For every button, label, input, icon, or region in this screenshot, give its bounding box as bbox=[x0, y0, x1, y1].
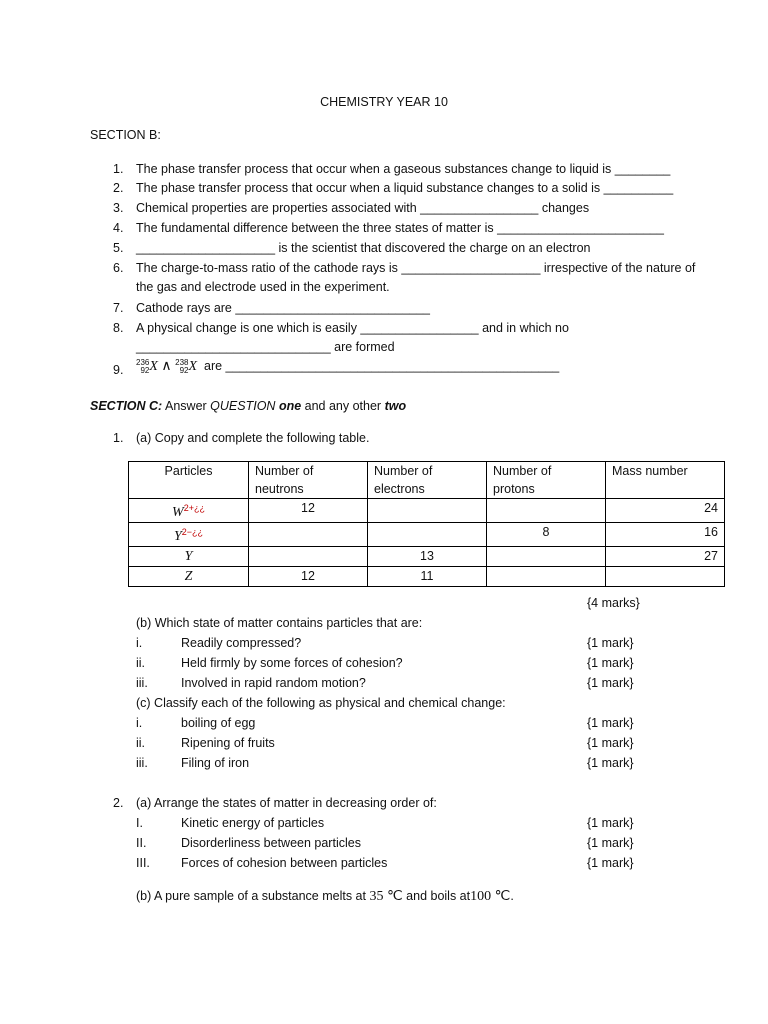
isotope-2-numbers bbox=[175, 359, 188, 375]
item-number: iii. bbox=[136, 676, 148, 690]
marks-label: {1 mark} bbox=[587, 716, 634, 730]
table-row bbox=[129, 523, 725, 547]
question-text-continued: ____________________________ are formed bbox=[136, 340, 395, 354]
question-text: Chemical properties are properties associated with _________________ changes bbox=[136, 201, 590, 215]
mass-cell: 24 bbox=[606, 499, 725, 523]
section-c-heading bbox=[90, 399, 406, 413]
conjunction-symbol: ∧ bbox=[161, 359, 172, 374]
neutrons-cell: 12 bbox=[249, 499, 368, 523]
header-cell: Number of protons bbox=[487, 462, 606, 499]
marks-label: {1 mark} bbox=[587, 636, 634, 650]
q-number: 3. bbox=[113, 201, 124, 215]
q-number: 8. bbox=[113, 321, 124, 335]
question-text: Cathode rays are ____________________________ bbox=[136, 301, 431, 315]
item-number: II. bbox=[136, 836, 147, 850]
question-text: The fundamental difference between the three states of matter is ________________________ bbox=[136, 221, 664, 235]
marks-label: {1 mark} bbox=[587, 656, 634, 670]
q-number: 2. bbox=[113, 796, 124, 810]
item-text: Held firmly by some forces of cohesion? bbox=[181, 656, 403, 670]
header-cell: Number of electrons bbox=[368, 462, 487, 499]
item-text: Kinetic energy of particles bbox=[181, 816, 325, 830]
q-number: 9. bbox=[113, 363, 124, 377]
table-row bbox=[129, 567, 725, 587]
item-number: ii. bbox=[136, 656, 146, 670]
question-text: A physical change is one which is easily _________________ and in which no bbox=[136, 321, 569, 335]
isotope-1-mass: 236 bbox=[136, 357, 150, 367]
particle-cell: Y bbox=[129, 547, 249, 567]
isotope-2-symbol: X bbox=[188, 359, 198, 374]
q-number: 6. bbox=[113, 261, 124, 275]
mass-cell: 16 bbox=[606, 523, 725, 547]
header-cell: Number of neutrons bbox=[249, 462, 368, 499]
neutrons-cell bbox=[249, 547, 368, 567]
isotope-2-mass: 238 bbox=[175, 357, 189, 367]
item-text: Readily compressed? bbox=[181, 636, 302, 650]
marks-label: {1 mark} bbox=[587, 836, 634, 850]
section-c-label: SECTION C: bbox=[90, 399, 163, 413]
question-text-continued: the gas and electrode used in the experiment. bbox=[136, 280, 390, 294]
marks-label: {1 mark} bbox=[587, 736, 634, 750]
item-number: ii. bbox=[136, 736, 146, 750]
section-c-instr-d: and any other bbox=[301, 399, 385, 413]
q-number: 7. bbox=[113, 301, 124, 315]
q-number: 2. bbox=[113, 181, 124, 195]
item-text: Involved in rapid random motion? bbox=[181, 676, 366, 690]
electrons-cell bbox=[368, 499, 487, 523]
marks-label: {1 mark} bbox=[587, 676, 634, 690]
mass-cell: 27 bbox=[606, 547, 725, 567]
part-a-text: (a) Copy and complete the following table. bbox=[136, 431, 370, 445]
section-b-heading: SECTION B: bbox=[90, 128, 161, 142]
q-number: 1. bbox=[113, 431, 124, 445]
protons-cell bbox=[487, 499, 606, 523]
question-text: ____________________ is the scientist that discovered the charge on an electron bbox=[136, 241, 591, 255]
question-text: The charge-to-mass ratio of the cathode rays is ____________________ irrespective of the nature of bbox=[136, 261, 696, 275]
marks-label: {1 mark} bbox=[587, 856, 634, 870]
section-c-instr-c: one bbox=[278, 399, 302, 413]
electrons-cell bbox=[368, 523, 487, 547]
item-text: boiling of egg bbox=[181, 716, 256, 730]
table-row bbox=[129, 547, 725, 567]
boiling-point: 100 ℃ bbox=[470, 889, 511, 904]
particle-cell: Z bbox=[129, 567, 249, 587]
q-number: 1. bbox=[113, 162, 124, 176]
marks-label: {1 mark} bbox=[587, 756, 634, 770]
isotope-expression bbox=[136, 358, 559, 375]
section-c-instr-e: two bbox=[384, 399, 407, 413]
item-number: I. bbox=[136, 816, 143, 830]
isotope-2-atomic: 92 bbox=[179, 365, 189, 375]
neutrons-cell: 12 bbox=[249, 567, 368, 587]
item-text: Forces of cohesion between particles bbox=[181, 856, 388, 870]
header-cell: Particles bbox=[129, 462, 249, 499]
item-number: i. bbox=[136, 636, 143, 650]
table-header-row bbox=[129, 462, 725, 499]
marks-label: {4 marks} bbox=[587, 596, 640, 610]
section-c-instr-b: QUESTION bbox=[210, 399, 279, 413]
isotope-1-symbol: X bbox=[149, 359, 158, 374]
particle-cell: $Y^{2-¿¿}$ bbox=[129, 523, 249, 547]
section-c-instr-a: Answer bbox=[162, 399, 211, 413]
page-title: CHEMISTRY YEAR 10 bbox=[320, 95, 448, 109]
isotope-1-atomic: 92 bbox=[140, 365, 150, 375]
question-text: The phase transfer process that occur when a gaseous substances change to liquid is ________ bbox=[136, 162, 671, 176]
part-b-text: (b) A pure sample of a substance melts at 35 ℃ and boils at100 ℃. bbox=[136, 889, 514, 904]
melting-point: 35 ℃ bbox=[369, 889, 403, 904]
question-text: The phase transfer process that occur when a liquid substance changes to a solid is __________ bbox=[136, 181, 674, 195]
isotope-1-numbers bbox=[136, 359, 149, 375]
item-number: i. bbox=[136, 716, 143, 730]
item-text: Ripening of fruits bbox=[181, 736, 275, 750]
q-number: 5. bbox=[113, 241, 124, 255]
part-b-text: (b) Which state of matter contains particles that are: bbox=[136, 616, 423, 630]
neutrons-cell bbox=[249, 523, 368, 547]
header-cell: Mass number bbox=[606, 462, 725, 499]
item-text: Filing of iron bbox=[181, 756, 250, 770]
q-number: 4. bbox=[113, 221, 124, 235]
electrons-cell: 11 bbox=[368, 567, 487, 587]
mass-cell bbox=[606, 567, 725, 587]
particle-cell: $W^{2+¿¿}$ bbox=[129, 499, 249, 523]
item-number: iii. bbox=[136, 756, 148, 770]
part-a-text: (a) Arrange the states of matter in decreasing order of: bbox=[136, 796, 437, 810]
table-row bbox=[129, 499, 725, 523]
protons-cell bbox=[487, 547, 606, 567]
protons-cell: 8 bbox=[487, 523, 606, 547]
protons-cell bbox=[487, 567, 606, 587]
particles-table bbox=[128, 461, 725, 587]
question-text: are ________________________________________________ bbox=[204, 359, 560, 373]
part-c-text: (c) Classify each of the following as physical and chemical change: bbox=[136, 696, 506, 710]
item-number: III. bbox=[136, 856, 150, 870]
item-text: Disorderliness between particles bbox=[181, 836, 361, 850]
electrons-cell: 13 bbox=[368, 547, 487, 567]
marks-label: {1 mark} bbox=[587, 816, 634, 830]
